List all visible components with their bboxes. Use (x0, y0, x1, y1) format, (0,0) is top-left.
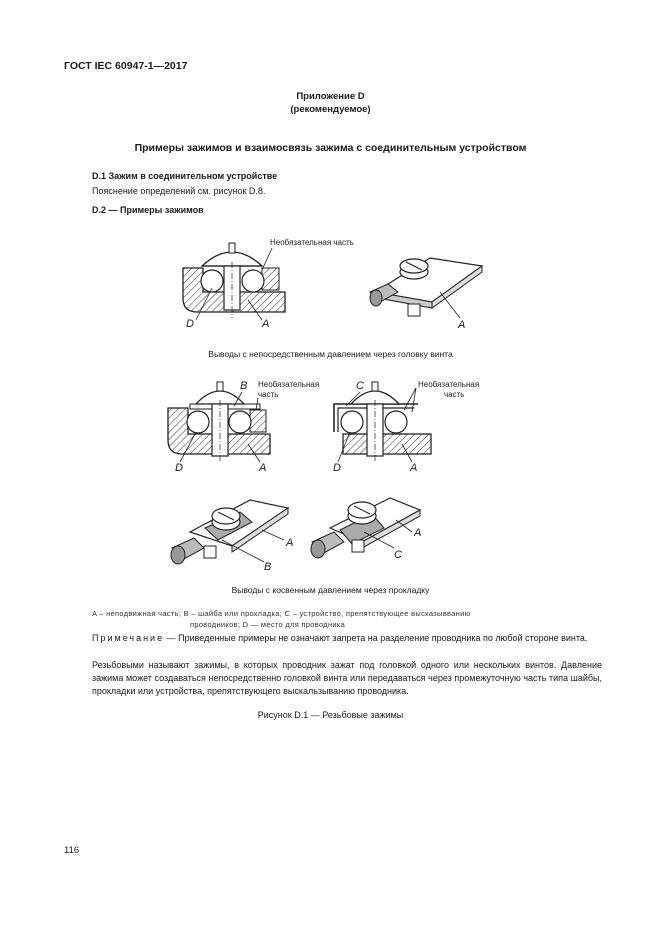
label-c-2: C (394, 549, 402, 561)
figure-caption: Рисунок D.1 — Резьбовые зажимы (257, 710, 404, 720)
label-a-3: A (259, 462, 267, 474)
appendix-title: Приложение D (296, 91, 365, 102)
section-title: Примеры зажимов и взаимосвязь зажима с соединительным устройством (134, 142, 527, 154)
label-optional-line2: часть (258, 390, 279, 399)
caption-indirect-pressure: Выводы с косвенным давлением через прокладку (231, 585, 430, 595)
label-optional-line2-2: часть (444, 390, 465, 399)
label-c: C (356, 380, 364, 392)
indirect-pressure-device-section (333, 380, 479, 474)
device-terminal-perspective (311, 498, 421, 561)
label-d: D (186, 318, 194, 330)
label-d-3: D (333, 462, 341, 474)
page-number: 116 (64, 845, 80, 856)
label-d-2: D (175, 462, 183, 474)
note-label: Примечание (92, 633, 165, 643)
label-a: A (262, 318, 270, 330)
document-header: ГОСТ IEC 60947-1—2017 (64, 60, 188, 72)
d2-heading: D.2 — Примеры зажимов (92, 205, 204, 215)
indirect-pressure-washer-section (168, 380, 319, 474)
direct-pressure-terminal-section (183, 238, 354, 330)
label-b: B (240, 380, 248, 392)
label-optional-line1: Необязательная (258, 380, 320, 389)
label-optional-part: Необязательная часть (270, 238, 354, 247)
label-b-2: B (264, 561, 272, 573)
washer-terminal-perspective (171, 500, 293, 573)
appendix-subtitle: (рекомендуемое) (290, 104, 371, 115)
body-paragraph: Резьбовыми называют зажимы, в которых проводник зажат под головкой одного или нескольких винтов. Давление зажима может создаваться непосредственно головкой винта или передаваться через промежуточную часть типа шайбы, прокладки или устройства, препятствующего выскальзыванию проводника. (92, 660, 602, 696)
figure-legend-line1: A – неподвижная часть; B – шайба или прокладка; C – устройство, препятствующее высказывванию (92, 609, 471, 618)
note (92, 632, 602, 645)
direct-pressure-terminal-perspective (370, 258, 482, 331)
label-optional-line1-2: Необязательная (418, 380, 480, 389)
label-a-5: A (286, 537, 294, 549)
label-a-4: A (410, 462, 418, 474)
caption-direct-pressure: Выводы с непосредственным давлением через головку винта (208, 349, 453, 359)
figure-legend-line2: проводников; D — место для проводника (190, 620, 346, 629)
note-text: — Приведенные примеры не означают запрета на разделение проводника по любой стороне винта. (164, 633, 588, 643)
d1-heading: D.1 Зажим в соединительном устройстве (92, 171, 278, 181)
d1-text: Пояснение определений см. рисунок D.8. (92, 186, 266, 196)
label-a-6: A (414, 527, 422, 539)
label-a-2: A (458, 319, 466, 331)
